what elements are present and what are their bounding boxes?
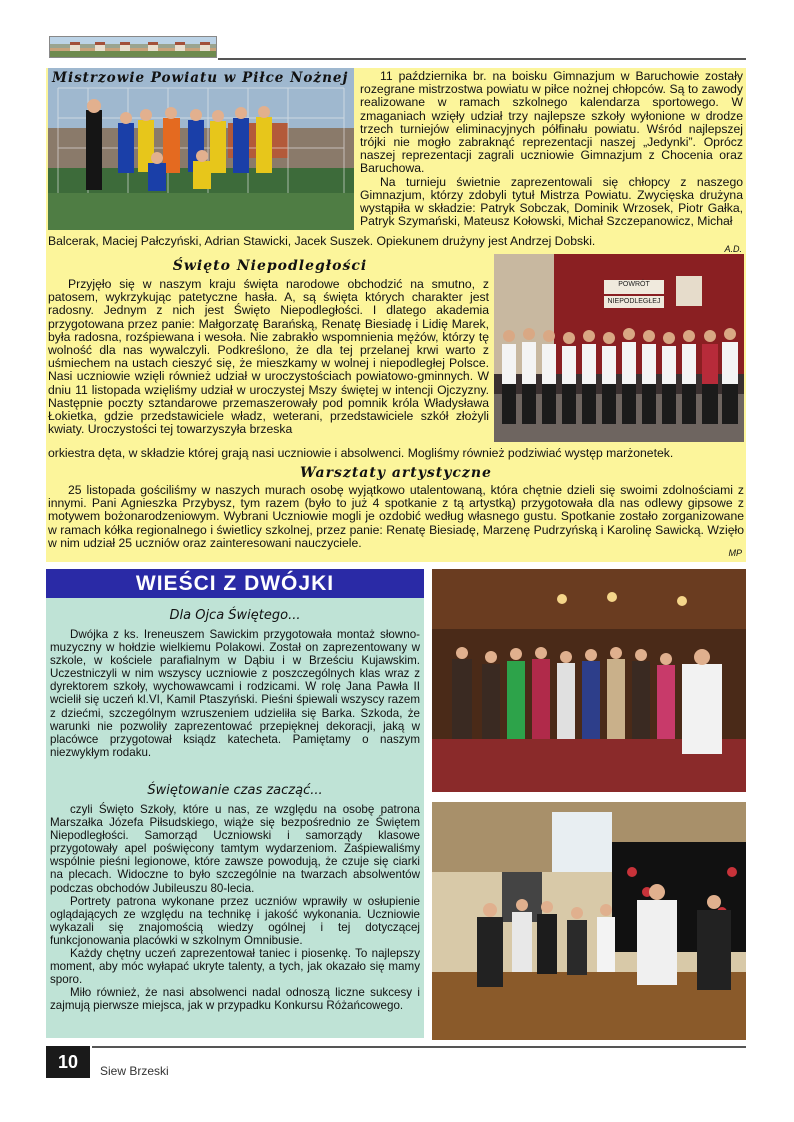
header-rule [218, 58, 746, 60]
header-photo [49, 36, 217, 58]
article-paragraph: Każdy chętny uczeń zaprezentował taniec i piosenkę. To najlepszy moment, aby móc wyłapać ukryte talenty, a tych, jak okazało się mamy sporo. [50, 947, 420, 987]
article-title-champions: Mistrzowie Powiatu w Piłce Nożnej [52, 70, 349, 86]
section-banner: WIEŚCI Z DWÓJKI [46, 569, 424, 598]
article-paragraph: Portrety patrona wykonane przez uczniów wprawiły w osłupienie oglądających ze względu na technikę i jakość wykonania. Uczniowie wykazali się znajomością wiedzy ogólnej i tej dotyczącej funkcjonowania placówki w szkolnym Omnibusie. [50, 894, 420, 947]
soccer-team-photo [48, 68, 354, 230]
green-article-block [46, 598, 424, 1038]
article-title-pope: Dla Ojca Świętego... [169, 608, 301, 623]
article-paragraph: 25 listopada gościliśmy w naszych murach osobę wyjątkowo utalentowaną, która chętnie dzieli się swoimi zdolnościami z innymi. Pani Agnieszka Przybysz, tym razem (było to już 4 spotkanie z tą artystką) przygotowała dla nas odlewy gipsowe z motywem bożonarodzeniowym. Wybrani Uczniowie mogli je ozdobić według własnego gustu. Spotkanie zostało zorganizowane w ramach kółka regionalnego i świetlicy szkolnej, przez panie: Renatę Biesiadę, Marzenę Pudrzyńską i Karolinę Sawicką. Wzięło w nim udział 25 uczniów oraz zainteresowani nauczyciele. [48, 483, 744, 550]
article-paragraph: czyli Święto Szkoły, które u nas, ze względu na osobę patrona Marszałka Józefa Piłsudskiego, wiąże się bezpośrednio ze Świętem Niepodległości. Samorząd Uczniowski i samorządy klasowe przygotowały apel poświęcony tamtym wydarzeniom. Zaśpiewaliśmy wspólnie pieśni legionowe, które zawsze powodują, że czuje się ciarki na plecach. Widoczne to było szczególnie na twarzach absolwentów podczas obchodów Jubileuszu 80-lecia. [50, 803, 420, 895]
magazine-title: Siew Brzeski [100, 1064, 169, 1078]
author-signature: MP [728, 548, 742, 558]
school-celebration-photo [432, 802, 746, 1040]
article-title-independence: Święto Niepodległości [172, 258, 368, 274]
independence-day-photo [494, 254, 744, 442]
article-paragraph: Balcerak, Maciej Pałczyński, Adrian Stawicki, Jacek Suszek. Opiekunem drużyny jest Andrzej Dobski. [48, 234, 596, 248]
article-paragraph: Na turnieju świetnie zaprezentowali się chłopcy z naszego Gimnazjum, którzy zdobyli tytuł Mistrza Powiatu. Zwycięska drużyna wystąpiła w składzie: Patryk Sobczak, Dominik Wrzosek, Piotr Gałka, Patryk Szymański, Mateusz Kołowski, Michał Szczepanowicz, Michał [360, 174, 743, 229]
photo-banner-text: POWRÓT [618, 281, 650, 288]
church-performance-photo [432, 569, 746, 792]
article-title-workshop: Warsztaty artystyczne [300, 465, 492, 481]
article-paragraph: orkiestra dęta, w składzie której grają nasi uczniowie i absolwenci. Mogliśmy również podziwiać występ marżonetek. [48, 446, 674, 460]
yellow-article-block [46, 68, 746, 562]
article-paragraph: Przyjęło się w naszym kraju święta narodowe obchodzić na smutno, z patosem, wykrzykując patetyczne hasła. A, są święta których charakter jest radosny. Jednym z nich jest Święto Niepodległości. I dlatego akademia przygotowana przez panie: Małgorzatę Barańską, Renatę Biesiadę i Lidię Marek, była radosna, rozśpiewana i wesoła. Nie zabrakło wspomnienia mężów, którzy tę wolność dla nas wywalczyli. Podkreślono, że dla tej przelanej krwi warto z uśmiechem na ustach cieszyć się, że mieszkamy w wolnej i niepodległej Polsce. Nasi uczniowie wzięli również udział w uroczystościach powiatowo-gminnych. W dniu 11 listopada wzięliśmy udział w uroczystej Mszy świętej w intencji Ojczyzny. Następnie poczty sztandarowe przemaszerowały pod pomnik króla Władysława Łokietka, gdzie przedstawiciele władz, weterani, przedstawiciele szkół złożyli kwiaty. Uroczystości tej towarzyszyła brzeska [48, 277, 489, 437]
photo-banner-text: NIEPODLEGŁEJ [607, 298, 661, 305]
article-paragraph: 11 października br. na boisku Gimnazjum w Baruchowie zostały rozegrane mistrzostwa powiatu w piłce nożnej chłopców. Są to zawody realizowane w ramach szkolnego kalendarza sportowego. W zmaganiach wzięły udział trzy najlepsze szkoły wyłonione w drodze trzech turniejów eliminacyjnych półfinału powiatu. Wśród najlepszej trójki nie mogło zabraknąć reprezentacji naszej „Jedynki”. Oprócz naszej reprezentacji zagrali uczniowie Gimnazjum z Chocenia oraz Baruchowa. [360, 69, 743, 176]
article-title-school-day: Świętowanie czas zacząć... [147, 783, 323, 798]
footer-rule [92, 1046, 746, 1048]
article-paragraph: Miło również, że nasi absolwenci nadal odnoszą liczne sukcesy i zajmują pierwsze miejsca, jak w przypadku Konkursu Różańcowego. [50, 986, 420, 1013]
page-number: 10 [46, 1046, 90, 1078]
author-signature: A.D. [724, 244, 742, 254]
article-paragraph: Dwójka z ks. Ireneuszem Sawickim przygotowała montaż słowno-muzyczny w hołdzie wielkiemu Polakowi. Został on zaprezentowany w szkole, w kościele parafialnym w Dąbiu i w Brześciu Kujawskim. Uczestniczyli w nim wszyscy uczniowie z poszczególnych klas wraz z dyrektorem szkoły, wychowawcami i rodzicami. W rolę Jana Pawła II wcielił się uczeń kl.VI, Kamil Ptaszyński. Pieśni śpiewali wszyscy razem z dziećmi, szczególnym wzruszeniem udzieliła się Barka. Szkoda, że warunki nie pozwoliły zaprezentować przepięknej dekoracji, jaką w placówce przygotował ksiądz katecheta. Pamiętamy o naszym niezwykłym rodaku. [50, 628, 420, 759]
